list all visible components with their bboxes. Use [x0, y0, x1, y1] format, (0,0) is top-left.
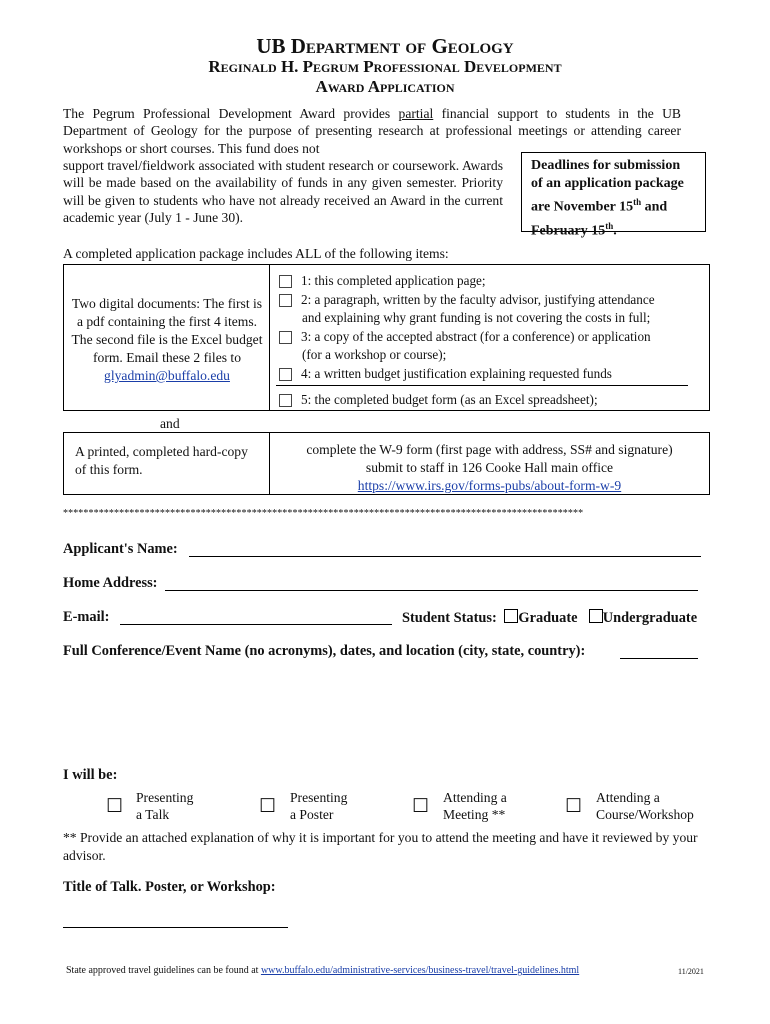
deadline-text: . — [613, 223, 617, 239]
title-label: Title of Talk. Poster, or Workshop: — [63, 879, 276, 895]
checkbox-icon[interactable] — [279, 275, 292, 288]
meeting-checkbox[interactable]: ☐ — [412, 796, 430, 817]
workshop-checkbox[interactable]: ☐ — [565, 796, 583, 817]
option-label: a Talk — [136, 807, 170, 822]
deadline-sup: th — [633, 197, 642, 207]
item-text-cont: (for a workshop or course); — [302, 347, 447, 362]
home-address-field[interactable] — [165, 590, 698, 591]
option-label: a Poster — [290, 807, 334, 822]
intro-paragraph-2: support travel/fieldwork associated with student research or coursework. Awards will be made based on the availability of funds in any given semester. Priority will be given to students who have not already received an Award in the current academic year (July 1 - June 30). — [63, 158, 503, 226]
option-label: Meeting ** — [443, 807, 506, 822]
talk-checkbox[interactable]: ☐ — [106, 796, 124, 817]
option-meeting — [443, 789, 507, 823]
item-text-cont: and explaining why grant funding is not covering the costs in full; — [302, 310, 651, 325]
option-label: Attending a — [596, 790, 660, 805]
option-label: Attending a — [443, 790, 507, 805]
w9-line: submit to staff in 126 Cooke Hall main office — [365, 460, 614, 475]
intro-text-a: The Pegrum Professional Development Award provides — [63, 106, 399, 121]
intro-text-b: financial support to students in the UB Department of Geology for the purpose of presenting research at professional meetings or attending career workshops or short courses. This fund does not — [63, 106, 681, 156]
checkbox-icon[interactable] — [279, 294, 292, 307]
award-title: Reginald H. Pegrum Professional Development — [208, 57, 562, 76]
guidelines-link[interactable]: www.buffalo.edu/administrative-services/business-travel/travel-guidelines.html — [260, 965, 580, 976]
applicant-name-label: Applicant's Name: — [63, 541, 178, 557]
checkbox-icon[interactable] — [279, 394, 292, 407]
page-title: UB Department of Geology — [256, 34, 514, 58]
email-field[interactable] — [120, 624, 392, 625]
package-intro: A completed application package includes ALL of the following items: — [63, 246, 449, 261]
meeting-note: ** Provide an attached explanation of why it is important for you to attend the meeting and have it reviewed by your advisor. — [63, 830, 698, 863]
conference-field[interactable] — [620, 658, 698, 659]
w9-link[interactable]: https://www.irs.gov/forms-pubs/about-form-w-9 — [357, 478, 622, 493]
student-status — [402, 609, 697, 627]
option-label: Course/Workshop — [596, 807, 694, 822]
intro-partial: partial — [398, 106, 434, 121]
star-separator: ****************************************************************************************************** — [63, 508, 584, 519]
deadline-line — [531, 217, 705, 241]
option-talk — [136, 789, 193, 823]
email-label: E-mail: — [63, 609, 110, 625]
conference-label: Full Conference/Event Name (no acronyms), dates, and location (city, state, country): — [63, 643, 586, 659]
award-subtitle: Award Application — [315, 77, 455, 96]
poster-checkbox[interactable]: ☐ — [259, 796, 277, 817]
option-label: Presenting — [290, 790, 348, 805]
title-field[interactable] — [63, 927, 288, 928]
item-text: 2: a paragraph, written by the faculty advisor, justifying attendance — [301, 292, 655, 307]
option-workshop — [596, 789, 694, 823]
undergraduate-checkbox[interactable] — [589, 609, 603, 623]
digital-docs-text — [70, 295, 264, 385]
intro-paragraph — [63, 105, 681, 157]
w9-text — [269, 441, 710, 495]
home-address-label: Home Address: — [63, 575, 158, 591]
option-label: Presenting — [136, 790, 194, 805]
deadline-text: and — [641, 199, 668, 215]
checkbox-icon[interactable] — [279, 331, 292, 344]
will-be-label: I will be: — [63, 767, 118, 783]
footer-text: State approved travel guidelines can be found at — [66, 965, 261, 976]
option-poster — [290, 789, 347, 823]
item-text: 3: a copy of the accepted abstract (for a conference) or application — [301, 329, 651, 344]
graduate-checkbox[interactable] — [504, 609, 518, 623]
checklist-item — [279, 391, 703, 409]
w9-line: complete the W-9 form (first page with address, SS# and signature) — [306, 442, 673, 457]
deadline-sup: th — [605, 220, 614, 231]
email-link[interactable]: glyadmin@buffalo.edu — [104, 368, 230, 383]
checkbox-icon[interactable] — [279, 368, 292, 381]
applicant-name-field[interactable] — [189, 556, 701, 557]
deadline-line: Deadlines for submission — [531, 158, 681, 173]
divider — [276, 385, 688, 386]
deadline-box — [521, 152, 706, 239]
checklist-item — [279, 328, 703, 346]
checklist-item — [279, 272, 703, 290]
checklist-item — [279, 365, 703, 383]
checklist-item — [279, 291, 703, 309]
deadline-line — [531, 193, 705, 217]
item-text: 5: the completed budget form (as an Excel spreadsheet); — [301, 392, 598, 407]
deadline-text: are November 15 — [531, 199, 634, 215]
footer-date: 11/2021 — [678, 967, 704, 976]
item-text: 1: this completed application page; — [301, 273, 486, 288]
deadline-line: of an application package — [531, 176, 684, 191]
student-status-label: Student Status: — [402, 610, 497, 626]
footer — [66, 965, 579, 976]
printed-copy-text: A printed, completed hard-copy of this form. — [75, 444, 248, 477]
graduate-label: Graduate — [518, 610, 578, 626]
undergraduate-label: Undergraduate — [602, 610, 698, 626]
and-label: and — [160, 416, 180, 431]
item-text: 4: a written budget justification explaining requested funds — [301, 366, 612, 381]
digital-docs-desc: Two digital documents: The first is a pdf containing the first 4 items. The second file is the Excel budget form. Email these 2 files to — [71, 296, 263, 365]
deadline-text: February 15 — [531, 223, 606, 239]
